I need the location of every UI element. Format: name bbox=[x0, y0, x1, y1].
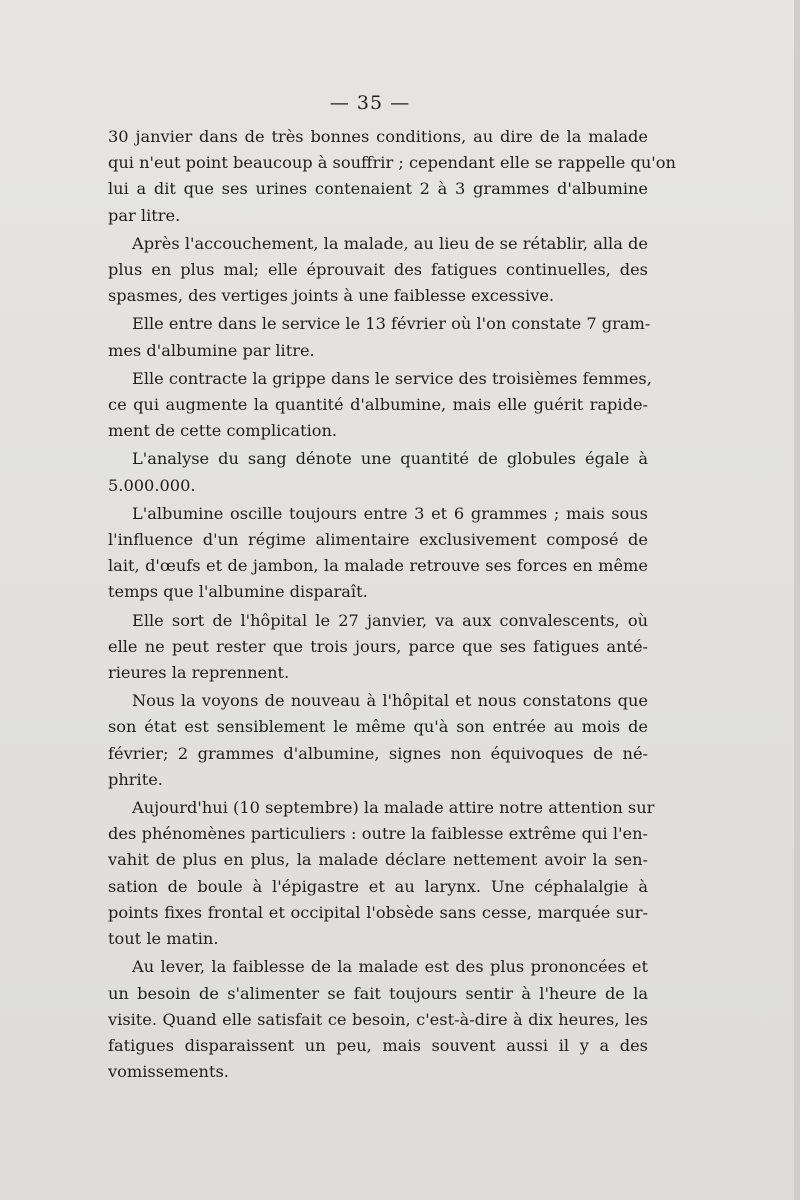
paragraph bbox=[108, 311, 651, 363]
text-line: un besoin de s'alimenter se fait toujours sentir à l'heure de la bbox=[108, 983, 648, 1003]
text-line: spasmes, des vertiges joints à une faiblesse excessive. bbox=[108, 286, 555, 306]
text-line: par litre. bbox=[108, 205, 181, 225]
text-line: visite. Quand elle satisfait ce besoin, c'est-à-dire à dix heures, les bbox=[108, 1009, 648, 1029]
page-number: — 35 — bbox=[329, 92, 411, 114]
text-line: ment de cette complication. bbox=[108, 421, 338, 441]
text-line: 5.000.000. bbox=[108, 475, 196, 495]
text-line: L'analyse du sang dénote une quantité de globules égale à bbox=[132, 449, 648, 469]
text-line: des phénomènes particuliers : outre la faiblesse extrême qui l'en- bbox=[108, 824, 648, 844]
text-line: vahit de plus en plus, la malade déclare nettement avoir la sen- bbox=[108, 850, 648, 870]
text-line: Elle contracte la grippe dans le service des troisièmes femmes, bbox=[132, 368, 652, 388]
text-line: Au lever, la faiblesse de la malade est des plus prononcées et bbox=[132, 957, 648, 977]
paragraph bbox=[108, 688, 648, 793]
text-line: ce qui augmente la quantité d'albumine, mais elle guérit rapide- bbox=[108, 395, 648, 415]
text-line: phrite. bbox=[108, 769, 163, 789]
text-line: tout le matin. bbox=[108, 929, 219, 949]
paragraph bbox=[108, 795, 655, 952]
paragraph bbox=[108, 954, 648, 1085]
text-line: lui a dit que ses urines contenaient 2 à 3 grammes d'albumine bbox=[108, 179, 648, 199]
text-line: lait, d'œufs et de jambon, la malade retrouve ses forces en même bbox=[108, 556, 648, 576]
paragraph bbox=[108, 501, 648, 606]
text-line: temps que l'albumine disparaît. bbox=[108, 582, 368, 602]
text-line: elle ne peut rester que trois jours, parce que ses fatigues anté- bbox=[108, 636, 648, 656]
paragraph bbox=[108, 366, 652, 445]
text-line: mes d'albumine par litre. bbox=[108, 340, 315, 360]
text-line: Nous la voyons de nouveau à l'hôpital et nous constatons que bbox=[132, 691, 648, 711]
text-line: 30 janvier dans de très bonnes conditions, au dire de la malade bbox=[108, 127, 648, 146]
text-line: Elle entre dans le service le 13 février où l'on constate 7 gram- bbox=[132, 314, 651, 334]
text-line: L'albumine oscille toujours entre 3 et 6 grammes ; mais sous bbox=[132, 503, 648, 523]
text-line: qui n'eut point beaucoup à souffrir ; cependant elle se rappelle qu'on bbox=[108, 153, 676, 173]
text-line: Aujourd'hui (10 septembre) la malade attire notre attention sur bbox=[132, 798, 655, 818]
paragraph bbox=[108, 608, 648, 687]
page-edge-shadow bbox=[794, 0, 800, 1200]
body-text bbox=[108, 124, 676, 1087]
text-line: vomissements. bbox=[108, 1062, 229, 1082]
text-line: points fixes frontal et occipital l'obsède sans cesse, marquée sur- bbox=[108, 902, 648, 922]
paragraph bbox=[108, 446, 648, 498]
text-line: l'influence d'un régime alimentaire exclusivement composé de bbox=[108, 530, 648, 550]
text-line: plus en plus mal; elle éprouvait des fatigues continuelles, des bbox=[108, 260, 648, 280]
text-line: Elle sort de l'hôpital le 27 janvier, va aux convalescents, où bbox=[132, 610, 648, 630]
paragraph bbox=[108, 231, 648, 310]
text-line: février; 2 grammes d'albumine, signes non équivoques de né- bbox=[108, 743, 648, 763]
text-line: rieures la reprennent. bbox=[108, 663, 290, 683]
text-line: fatigues disparaissent un peu, mais souvent aussi il y a des bbox=[108, 1035, 648, 1055]
text-line: son état est sensiblement le même qu'à son entrée au mois de bbox=[108, 717, 648, 737]
paragraph bbox=[108, 124, 676, 229]
text-line: Après l'accouchement, la malade, au lieu de se rétablir, alla de bbox=[132, 233, 648, 253]
text-line: sation de boule à l'épigastre et au larynx. Une céphalalgie à bbox=[108, 876, 648, 896]
